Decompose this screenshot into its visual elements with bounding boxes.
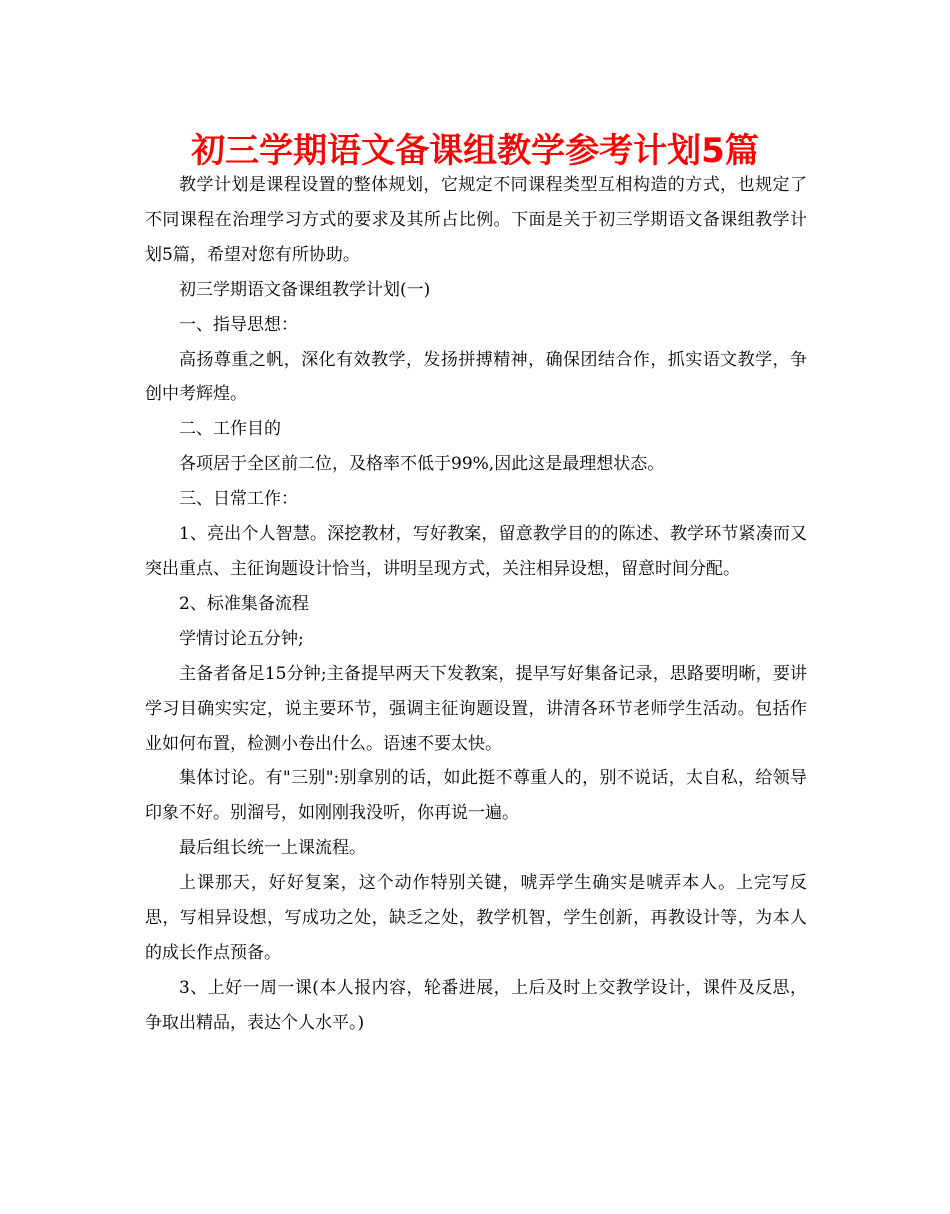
paragraph-intro: 教学计划是课程设置的整体规划，它规定不同课程类型互相构造的方式，也规定了不同课程在治理学习方式的要求及其所占比例。下面是关于初三学期语文备课组教学计划5篇，希望对您有所协助。 (145, 175, 807, 265)
document-body (145, 168, 807, 1041)
paragraph-item-2: 2、标准集备流程 (179, 593, 309, 614)
paragraph-item-3: 3、上好一周一课(本人报内容，轮番进展，上后及时上交教学设计，课件及反思，争取出精品，表达个人水平。) (145, 977, 807, 1033)
paragraph-section-3-heading: 三、日常工作： (179, 489, 298, 510)
paragraph-learning-discussion: 学情讨论五分钟; (179, 628, 304, 649)
paragraph-item-1: 1、亮出个人智慧。深挖教材，写好教案，留意教学目的的陈述、教学环节紧凑而又突出重点、主征询题设计恰当，讲明呈现方式，关注相异设想，留意时间分配。 (145, 524, 807, 579)
document-title: 初三学期语文备课组教学参考计划5篇 (191, 131, 759, 171)
paragraph-main-preparer: 主备者备足15分钟;主备提早两天下发教案，提早写好集备记录，思路要明晰，要讲学习目确实实定，说主要环节，强调主征询题设置，讲清各环节老师学生活动。包括作业如何布置，检测小卷出什么。语速不要太快。 (145, 663, 807, 754)
paragraph-class-day: 上课那天，好好复案，这个动作特别关键，唬弄学生确实是唬弄本人。上完写反思，写相异设想，写成功之处，缺乏之处，教学机智，学生创新，再教设计等，为本人的成长作点预备。 (145, 873, 807, 963)
paragraph-leader-unify: 最后组长统一上课流程。 (179, 838, 366, 859)
paragraph-plan-heading: 初三学期语文备课组教学计划(一) (179, 279, 431, 300)
paragraph-section-2-heading: 二、工作目的 (179, 419, 281, 440)
paragraph-work-goal: 各项居于全区前二位，及格率不低于99%,因此这是最理想状态。 (179, 454, 665, 475)
paragraph-group-discussion: 集体讨论。有"三别":别拿别的话，如此挺不尊重人的，别不说话，太自私，给领导印象不好。别溜号，如刚刚我没听，你再说一遍。 (145, 768, 807, 824)
paragraph-section-1-heading: 一、指导思想： (179, 314, 298, 335)
paragraph-guiding-thought: 高扬尊重之帆，深化有效教学，发扬拼搏精神，确保团结合作，抓实语文教学，争创中考辉煌。 (145, 349, 807, 405)
